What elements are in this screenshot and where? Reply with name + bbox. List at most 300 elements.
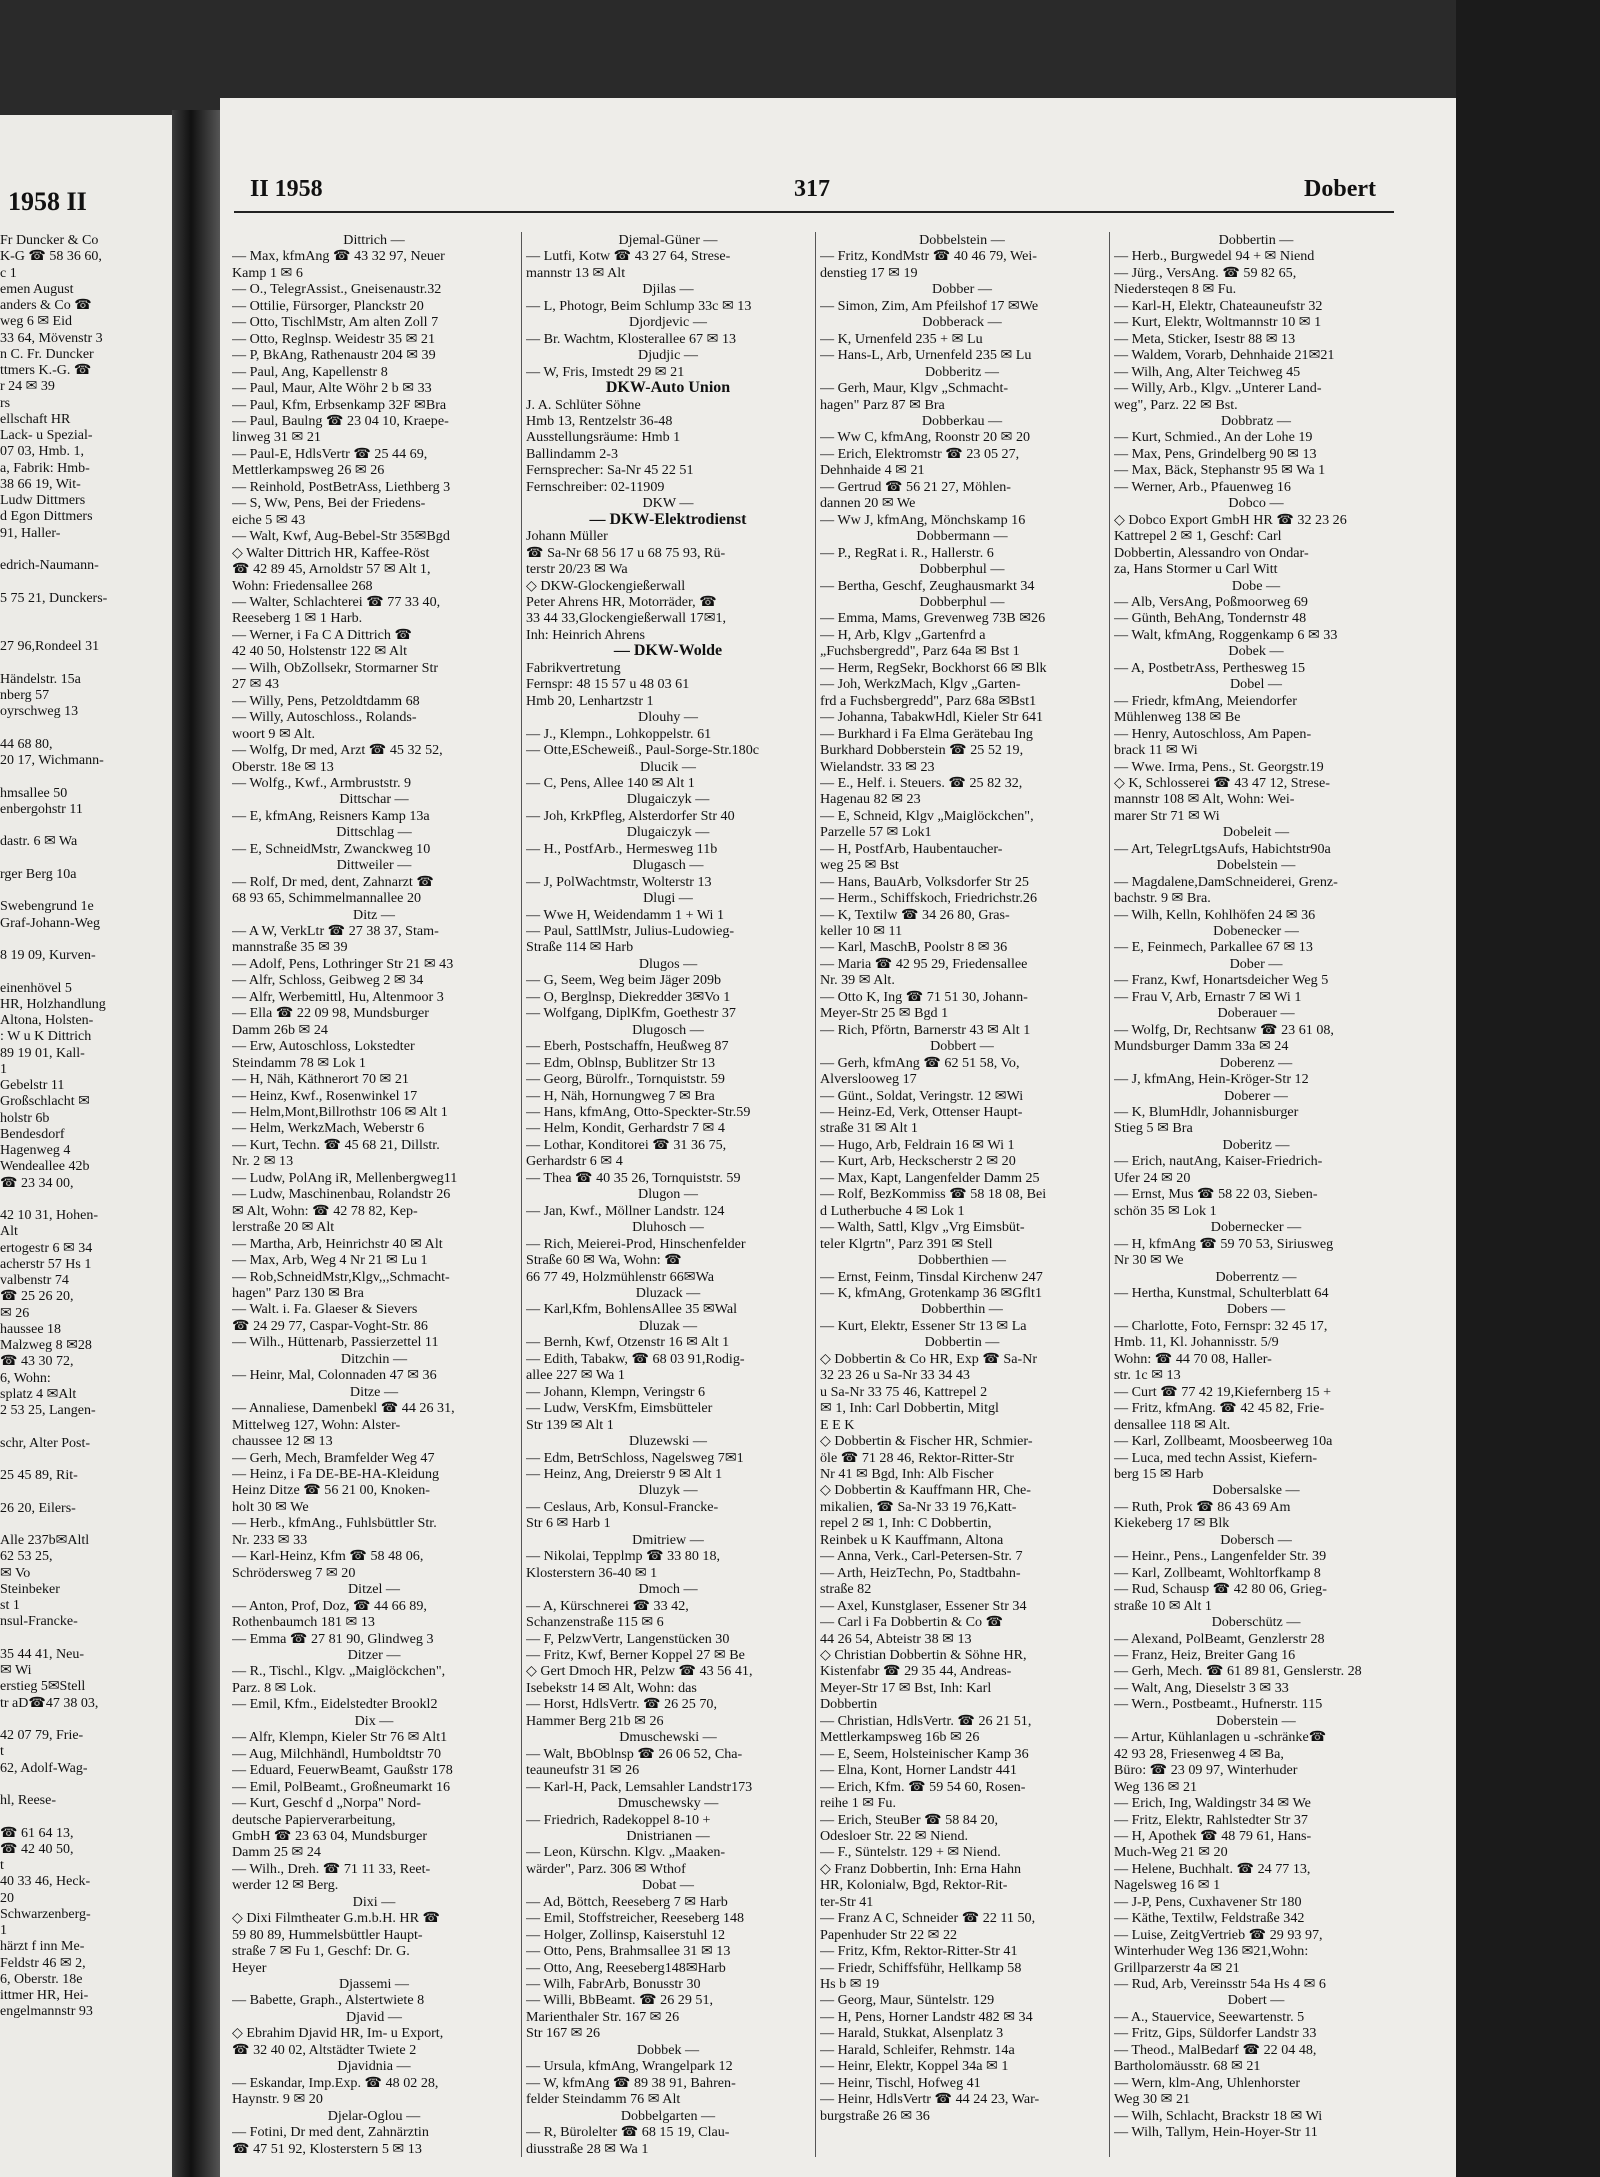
directory-entry-line: Heyer: [232, 1959, 267, 1976]
directory-entry-line: Dlugaiczyk —: [626, 824, 710, 841]
directory-entry-line: Oberstr. 18e ✉ 13: [232, 758, 334, 775]
directory-entry-line: DKW —: [642, 495, 694, 512]
previous-page-line: dastr. 6 ✉ Wa: [0, 834, 78, 850]
directory-entry-line: — F., Süntelstr. 129 + ✉ Niend.: [820, 1844, 1001, 1861]
directory-entry-line: — Ursula, kfmAng, Wrangelpark 12: [526, 2058, 733, 2075]
previous-page-line: haussee 18: [0, 1321, 62, 1337]
directory-entry-line: ◇ Christian Dobbertin & Söhne HR,: [820, 1646, 1027, 1663]
directory-entry-line: Dobbermann —: [916, 528, 1008, 545]
directory-entry-line: Dobat —: [641, 1877, 695, 1894]
previous-page-line: [0, 656, 172, 672]
directory-entry-line: — Heinz, Ang, Dreierstr 9 ✉ Alt 1: [526, 1465, 723, 1482]
directory-entry-line: — Erw, Autoschloss, Lokstedter: [232, 1038, 415, 1055]
previous-page-line: n C. Fr. Duncker: [0, 346, 94, 362]
directory-entry-line: berg 15 ✉ Harb: [1114, 1465, 1204, 1482]
column-divider: [815, 232, 816, 2157]
directory-entry-line: — Lothar, Konditorei ☎ 31 36 75,: [526, 1136, 727, 1153]
directory-entry-line: — Ottilie, Fürsorger, Planckstr 20: [232, 297, 424, 314]
directory-entry-line: eiche 5 ✉ 43: [232, 511, 306, 528]
directory-entry-line: — E, Feinmech, Parkallee 67 ✉ 13: [1114, 939, 1313, 956]
directory-entry-line: Heinz Ditze ☎ 56 21 00, Knoken-: [232, 1482, 430, 1499]
directory-entry-line: mannstr 13 ✉ Alt: [526, 264, 626, 281]
directory-entry-line: — Artur, Kühlanlagen u -schränke☎: [1114, 1729, 1327, 1746]
previous-page-line: ✉ Vo: [0, 1565, 31, 1581]
directory-entry-line: — J., Klempn., Lohkoppelstr. 61: [526, 725, 712, 742]
directory-entry-line: — Reinhold, PostBetrAss, Liethberg 3: [232, 478, 451, 495]
directory-entry-line: Mettlerkampsweg 16b ✉ 26: [820, 1729, 980, 1746]
previous-page-line: nberg 57: [0, 688, 50, 703]
directory-entry-line: — Heinr, Elektr, Koppel 34a ✉ 1: [820, 2058, 1009, 2075]
directory-entry-line: Dobberack —: [922, 314, 1002, 331]
directory-entry-line: — Walt. i. Fa. Glaeser & Sievers: [232, 1301, 418, 1318]
directory-entry-line: — Heinr., Pens., Langenfelder Str. 39: [1114, 1548, 1327, 1565]
directory-entry-line: — Bertha, Geschf, Zeughausmarkt 34: [820, 577, 1035, 594]
previous-page-line: st 1: [0, 1598, 20, 1613]
previous-page-line: Alt: [0, 1224, 18, 1240]
directory-entry-line: Ufer 24 ✉ 20: [1114, 1169, 1191, 1186]
directory-entry-line: Haynstr. 9 ✉ 20: [232, 2091, 323, 2108]
directory-entry-line: Mittelweg 127, Wohn: Alster-: [232, 1416, 401, 1433]
directory-page: [220, 98, 1456, 2177]
previous-page-line: Graf-Johann-Weg: [0, 915, 100, 931]
directory-entry-line: Hmb. 11, Kl. Johannisstr. 5/9: [1114, 1334, 1279, 1351]
directory-entry-line: „Fuchsbergredd", Parz 64a ✉ Bst 1: [820, 643, 1020, 660]
previous-page-line: 35 44 41, Neu-: [0, 1646, 84, 1662]
directory-entry-line: — Curt ☎ 77 42 19,Kiefernberg 15 +: [1114, 1383, 1332, 1400]
directory-entry-line: — Kurt, Arb, Heckscherstr 2 ✉ 20: [820, 1153, 1016, 1170]
directory-entry-line: — Walt, BbOblnsp ☎ 26 06 52, Cha-: [526, 1745, 743, 1762]
directory-entry-line: Str 6 ✉ Harb 1: [526, 1515, 611, 1532]
directory-entry-line: Mühlenweg 138 ✉ Be: [1114, 709, 1241, 726]
directory-entry-line: — Joh, WerkzMach, Klgv „Garten-: [820, 676, 1021, 693]
directory-entry-line: Wohn: Friedensallee 268: [232, 577, 373, 594]
directory-entry-line: — Magdalene,DamSchneiderei, Grenz-: [1114, 873, 1338, 890]
directory-entry-line: Dobbelgarten —: [620, 2107, 716, 2124]
previous-page-line: HR, Holzhandlung: [0, 996, 106, 1012]
previous-page-line: [0, 607, 172, 623]
directory-entry-line: Dobbertin: [820, 1696, 878, 1713]
directory-entry-line: Weg 136 ✉ 21: [1114, 1778, 1198, 1795]
directory-entry-line: Dobbertin, Alessandro von Ondar-: [1114, 544, 1309, 561]
directory-entry-line: dannen 20 ✉ We: [820, 495, 916, 512]
previous-page-line: ☎ 43 30 72,: [0, 1354, 74, 1370]
directory-entry-line: — Hans, kfmAng, Otto-Speckter-Str.59: [526, 1104, 751, 1121]
directory-entry-line: Dobbertin —: [924, 1334, 1000, 1351]
directory-entry-line: Doberauer —: [1217, 1005, 1295, 1022]
directory-entry-line: mannstraße 35 ✉ 39: [232, 939, 348, 956]
directory-entry-line: — Max, Bäck, Stephanstr 95 ✉ Wa 1: [1114, 462, 1326, 479]
directory-entry-line: — Br. Wachtm, Klosterallee 67 ✉ 13: [526, 330, 737, 347]
previous-page-line: 38 66 19, Wit-: [0, 476, 81, 492]
directory-entry-line: — Kurt, Geschf d „Norpa" Nord-: [232, 1795, 421, 1812]
directory-entry-line: — Willy, Arb., Klgv. „Unterer Land-: [1114, 380, 1322, 397]
directory-entry-line: — Wolfg, Dr med, Arzt ☎ 45 32 52,: [232, 742, 443, 759]
previous-page-line: ✉ 26: [0, 1305, 30, 1321]
directory-entry-line: — Emil, PolBeamt., Großneumarkt 16: [232, 1778, 451, 1795]
previous-page-line: valbenstr 74: [0, 1273, 69, 1288]
directory-entry-line: — Anton, Prof, Doz, ☎ 44 66 89,: [232, 1597, 427, 1614]
directory-entry-line: Kattrepel 2 ✉ 1, Geschf: Carl: [1114, 528, 1282, 545]
directory-entry-line: — Friedr, kfmAng, Meiendorfer: [1114, 692, 1297, 709]
directory-entry-line: — Emma, Mams, Grevenweg 73B ✉26: [820, 610, 1046, 627]
previous-page-line: [0, 542, 172, 558]
directory-entry-line: Rothenbaumch 181 ✉ 13: [232, 1614, 375, 1631]
directory-entry-line: — Fritz, kfmAng. ☎ 42 45 82, Frie-: [1114, 1400, 1325, 1417]
directory-entry-line: Reinbek u K Kauffmann, Altona: [820, 1531, 1004, 1548]
previous-page-line: engelmannstr 93: [0, 2004, 93, 2020]
directory-entry-line: Doberstein —: [1216, 1712, 1296, 1729]
previous-page-line: anders & Co ☎: [0, 298, 92, 313]
directory-entry-line: Dobbek —: [636, 2041, 700, 2058]
directory-entry-line: — E., Helf. i. Steuers. ☎ 25 82 32,: [820, 774, 1023, 791]
directory-entry-line: — E, Seem, Holsteinischer Kamp 36: [820, 1745, 1029, 1762]
directory-entry-line: — Gerh, Maur, Klgv „Schmacht-: [820, 380, 1009, 397]
directory-entry-line: Dlucik —: [640, 758, 696, 775]
previous-page-line: 6, Oberstr. 18e: [0, 1971, 83, 1987]
directory-entry-line: Straße 60 ✉ Wa, Wohn: ☎: [526, 1252, 682, 1269]
directory-entry-line: — G, Seem, Weg beim Jäger 209b: [526, 972, 722, 989]
directory-entry-line: — Jan, Kwf., Möllner Landstr. 124: [526, 1202, 725, 1219]
directory-entry-line: — H, kfmAng ☎ 59 70 53, Siriusweg: [1114, 1235, 1334, 1252]
directory-entry-line: — Käthe, Textilw, Feldstraße 342: [1114, 1910, 1305, 1927]
directory-entry-line: — Fritz, Kfm, Rektor-Ritter-Str 41: [820, 1943, 1018, 1960]
directory-entry-line: Steindamm 78 ✉ Lok 1: [232, 1054, 366, 1071]
directory-entry-line: diusstraße 28 ✉ Wa 1: [526, 2140, 649, 2157]
directory-entry-line: Dobersalske —: [1212, 1482, 1300, 1499]
directory-entry-line: Dluzyk —: [638, 1482, 698, 1499]
directory-entry-line: chaussee 12 ✉ 13: [232, 1433, 333, 1450]
directory-entry-line: ◇ Dobbertin & Fischer HR, Schmier-: [820, 1433, 1033, 1450]
directory-entry-line: — Otto, TischlMstr, Am alten Zoll 7: [232, 314, 439, 331]
previous-page-line: ☎ 42 40 50,: [0, 1841, 74, 1857]
directory-entry-line: Kistenfabr ☎ 29 35 44, Andreas-: [820, 1663, 1012, 1680]
directory-entry-line: terstr 20/23 ✉ Wa: [526, 561, 628, 578]
directory-entry-line: — Jürg., VersAng. ☎ 59 82 65,: [1114, 264, 1297, 281]
directory-entry-line: — Charlotte, Foto, Fernspr: 32 45 17,: [1114, 1317, 1328, 1334]
directory-entry-line: öle ☎ 71 28 46, Rektor-Ritter-Str: [820, 1449, 1014, 1466]
previous-page-line: einenhövel 5: [0, 980, 72, 996]
directory-entry-line: — Paul, Maur, Alte Wöhr 2 b ✉ 33: [232, 380, 432, 397]
previous-page-line: [0, 883, 172, 899]
directory-entry-line: ◇ Franz Dobbertin, Inh: Erna Hahn: [820, 1860, 1022, 1877]
directory-entry-line: Dixi —: [352, 1893, 396, 1910]
previous-page-line: Alle 237b✉Altl: [0, 1533, 90, 1548]
directory-entry-line: — K, kfmAng, Grotenkamp 36 ✉Gflt1: [820, 1285, 1043, 1301]
directory-entry-line: — Adolf, Pens, Lothringer Str 21 ✉ 43: [232, 955, 454, 972]
directory-entry-line: — R., Tischl., Klgv. „Maiglöckchen",: [232, 1663, 446, 1680]
previous-page-line: 62, Adolf-Wag-: [0, 1760, 88, 1776]
previous-page-line: 89 19 01, Kall-: [0, 1045, 85, 1061]
directory-entry-line: — Holger, Zollinsp, Kaiserstuhl 12: [526, 1926, 726, 1943]
directory-entry-line: Fabrikvertretung: [526, 659, 621, 676]
directory-entry-line: Alverslooweg 17: [820, 1071, 917, 1088]
directory-entry-line: 44 26 54, Abteistr 38 ✉ 13: [820, 1630, 972, 1647]
previous-page-line: 42 10 31, Hohen-: [0, 1208, 98, 1223]
directory-entry-line: Bartholomäusstr. 68 ✉ 21: [1114, 2058, 1261, 2075]
directory-entry-line: Dlugaiczyk —: [626, 791, 710, 808]
directory-entry-line: Dnistrianen —: [626, 1827, 710, 1844]
directory-entry-line: frd a Fuchsbergredd", Parz 68a ✉Bst1: [820, 692, 1037, 709]
directory-entry-line: — Christian, HdlsVertr. ☎ 26 21 51,: [820, 1712, 1032, 1729]
directory-entry-line: Papenhuder Str 22 ✉ 22: [820, 1926, 958, 1943]
directory-entry-line: Büro: ☎ 23 09 97, Winterhuder: [1114, 1762, 1298, 1779]
directory-entry-line: — Hertha, Kunstmal, Schulterblatt 64: [1114, 1285, 1329, 1301]
directory-entry-line: — P., RegRat i. R., Hallerstr. 6: [820, 544, 994, 561]
directory-entry-line: reihe 1 ✉ Fu.: [820, 1795, 897, 1812]
directory-entry-line: — Heinr, Mal, Colonnaden 47 ✉ 36: [232, 1367, 437, 1384]
directory-entry-line: — Willy, Autoschloss., Rolands-: [232, 709, 417, 726]
directory-entry-line: — Emma ☎ 27 81 90, Glindweg 3: [232, 1630, 434, 1647]
directory-entry-line: Dittweiler —: [336, 857, 412, 874]
directory-entry-line: Hmb 13, Rentzelstr 36-48: [526, 412, 673, 429]
directory-entry-line: — Aug, Milchhändl, Humboldtstr 70: [232, 1745, 442, 1762]
directory-entry-line: — Karl-H, Elektr, Chateauneufstr 32: [1114, 297, 1323, 314]
directory-entry-line: — Franz, Heiz, Breiter Gang 16: [1114, 1646, 1296, 1663]
directory-entry-line: — Max, Kapt, Langenfelder Damm 25: [820, 1169, 1040, 1186]
directory-entry-line: ☎ 42 89 45, Arnoldstr 57 ✉ Alt 1,: [232, 561, 431, 578]
directory-entry-line: Doberenz —: [1219, 1054, 1293, 1071]
directory-entry-line: teler Klgrtn", Parz 391 ✉ Stell: [820, 1235, 993, 1252]
directory-entry-line: — Alfr, Werbemittl, Hu, Altenmoor 3: [232, 988, 444, 1005]
previous-page-line: hmsallee 50: [0, 785, 68, 801]
directory-entry-line: Ditzchin —: [340, 1350, 408, 1367]
directory-entry-line: — Heinz, i Fa DE-BE-HA-Kleidung: [232, 1465, 440, 1482]
directory-entry-line: Dlugos —: [638, 955, 698, 972]
directory-entry-line: — Lutfi, Kotw ☎ 43 27 64, Strese-: [526, 248, 731, 265]
directory-entry-line: — Fritz, Elektr, Rahlstedter Str 37: [1114, 1811, 1308, 1828]
directory-entry-line: ◇ Dixi Filmtheater G.m.b.H. HR ☎: [232, 1910, 441, 1927]
directory-entry-line: u Sa-Nr 33 75 46, Kattrepel 2: [820, 1383, 988, 1400]
directory-entry-line: — Ludw, PolAng iR, Mellenbergweg11: [232, 1169, 458, 1186]
previous-page-line: [0, 1631, 172, 1647]
directory-entry-line: — H, Näh, Hornungweg 7 ✉ Bra: [526, 1087, 715, 1104]
previous-page-line: ertogestr 6 ✉ 34: [0, 1240, 93, 1256]
directory-entry-line: bachstr. 9 ✉ Bra.: [1114, 890, 1211, 907]
directory-entry-line: Doberschütz —: [1211, 1614, 1301, 1631]
directory-entry-line: Ditzer —: [347, 1646, 401, 1663]
directory-entry-line: werder 12 ✉ Berg.: [232, 1877, 339, 1894]
directory-entry-line: Dobers —: [1226, 1301, 1286, 1318]
directory-entry-line: Ballindamm 2-3: [526, 445, 618, 462]
directory-entry-line: Dmitriew —: [632, 1531, 704, 1548]
directory-entry-line: — W, Fris, Imstedt 29 ✉ 21: [526, 363, 685, 380]
directory-entry-line: — Kurt, Elektr, Essener Str 13 ✉ La: [820, 1317, 1027, 1334]
directory-entry-line: — Bernh, Kwf, Otzenstr 16 ✉ Alt 1: [526, 1334, 730, 1351]
directory-entry-line: — Max, Pens, Grindelberg 90 ✉ 13: [1114, 445, 1317, 462]
directory-entry-line: d Lutherbuche 4 ✉ Lok 1: [820, 1202, 965, 1219]
column-divider: [521, 232, 522, 2157]
directory-entry-line: ter-Str 41: [820, 1893, 874, 1910]
directory-entry-line: — Ceslaus, Arb, Konsul-Francke-: [526, 1498, 719, 1515]
directory-entry-line: ☎ 32 40 02, Altstädter Twiete 2: [232, 2041, 417, 2058]
directory-entry-line: — Helene, Buchhalt. ☎ 24 77 13,: [1114, 1860, 1311, 1877]
directory-entry-line: — Wilh, Kelln, Kohlhöfen 24 ✉ 36: [1114, 906, 1316, 923]
directory-entry-line: ☎ 24 29 77, Caspar-Voght-Str. 86: [232, 1317, 428, 1334]
directory-entry-line: — Walt, Ang, Dieselstr 3 ✉ 33: [1114, 1679, 1289, 1696]
directory-entry-line: — J-P, Pens, Cuxhavener Str 180: [1114, 1893, 1302, 1910]
directory-entry-line: straße 10 ✉ Alt 1: [1114, 1597, 1212, 1614]
directory-entry-line: Burkhard Dobberstein ☎ 25 52 19,: [820, 742, 1024, 759]
previous-page-line: [0, 1809, 172, 1825]
directory-entry-line: — Walter, Schlachterei ☎ 77 33 40,: [232, 593, 441, 610]
previous-page-line: weg 6 ✉ Eid: [0, 314, 72, 330]
directory-entry-line: — Wern, klm-Ang, Uhlenhorster: [1114, 2074, 1301, 2091]
directory-entry-line: Dmoch —: [638, 1581, 698, 1598]
directory-entry-line: — Ernst, Feinm, Tinsdal Kirchenw 247: [820, 1268, 1043, 1285]
directory-entry-line: 27 ✉ 43: [232, 676, 280, 693]
previous-page-line: Wendeallee 42b: [0, 1159, 90, 1175]
directory-entry-line: — Walt, Kwf, Aug-Bebel-Str 35✉Bgd: [232, 528, 450, 545]
directory-entry-line: Dluzack —: [635, 1285, 701, 1301]
directory-entry-line: — Horst, HdlsVertr. ☎ 26 25 70,: [526, 1696, 717, 1713]
directory-entry-line: keller 10 ✉ 11: [820, 923, 903, 940]
directory-entry-line: — Gertrud ☎ 56 21 27, Möhlen-: [820, 478, 1011, 495]
directory-entry-line: — Friedrich, Radekoppel 8-10 +: [526, 1811, 711, 1828]
directory-entry-line: ◇ Dobco Export GmbH HR ☎ 32 23 26: [1114, 511, 1347, 528]
directory-entry-line: — Ella ☎ 22 09 98, Mundsburger: [232, 1005, 429, 1022]
previous-page-line: [0, 769, 172, 785]
previous-page-line: ✉ Wi: [0, 1663, 32, 1678]
previous-page-line: Ludw Dittmers: [0, 493, 86, 508]
directory-entry-line: — Wilh, Tallym, Hein-Hoyer-Str 11: [1114, 2124, 1318, 2141]
directory-entry-line: Dobenecker —: [1213, 923, 1299, 940]
directory-entry-line: — Rich, Meierei-Prod, Hinschenfelder: [526, 1235, 746, 1252]
directory-entry-line: Dobel —: [1229, 676, 1283, 693]
previous-page-line: [0, 623, 172, 639]
directory-entry-line: Dix —: [354, 1712, 394, 1729]
directory-entry-line: — E, SchneidMstr, Zwanckweg 10: [232, 840, 431, 857]
directory-entry-line: — Johanna, TabakwHdl, Kieler Str 641: [820, 709, 1044, 726]
previous-page-line: 2 53 25, Langen-: [0, 1403, 96, 1418]
directory-entry-line: hagen" Parz 87 ✉ Bra: [820, 396, 945, 413]
directory-entry-line: str. 1c ✉ 13: [1114, 1367, 1181, 1384]
directory-entry-line: HR, Kolonialw, Bgd, Rektor-Rit-: [820, 1877, 1008, 1894]
previous-page-line: 07 03, Hmb. 1,: [0, 444, 84, 460]
directory-entry-line: — Karl-Heinz, Kfm ☎ 58 48 06,: [232, 1548, 424, 1565]
directory-entry-line: — Paul, Kfm, Erbsenkamp 32F ✉Bra: [232, 396, 447, 413]
scan-background: [1456, 0, 1600, 2177]
directory-entry-line: — Heinz, Kwf., Rosenwinkel 17: [232, 1087, 418, 1104]
directory-entry-line: — H., PostfArb., Hermesweg 11b: [526, 840, 718, 857]
directory-entry-line: Ausstellungsräume: Hmb 1: [526, 429, 681, 446]
directory-entry-line: — P, BkAng, Rathenaustr 204 ✉ 39: [232, 347, 436, 364]
directory-entry-line: straße 7 ✉ Fu 1, Geschf: Dr. G.: [232, 1943, 410, 1960]
directory-entry-line: — Paul, Ang, Kapellenstr 8: [232, 363, 388, 380]
column-4: [1114, 232, 1398, 2157]
directory-entry-line: Djavidnia —: [337, 2058, 411, 2075]
directory-entry-line: Djordjevic —: [629, 314, 707, 331]
directory-entry-line: — Erich, SteuBer ☎ 58 84 20,: [820, 1811, 999, 1828]
previous-page-line: tr aD☎47 38 03,: [0, 1695, 99, 1711]
previous-page-line: [0, 932, 172, 948]
previous-page-line: Fr Duncker & Co: [0, 233, 99, 248]
directory-entry-line: ☎ Sa-Nr 68 56 17 u 68 75 93, Rü-: [526, 544, 726, 561]
directory-entry-line: Fernschreiber: 02-11909: [526, 478, 665, 495]
directory-entry-line: — Franz A C, Schneider ☎ 22 11 50,: [820, 1910, 1036, 1927]
directory-entry-line: — Fritz, KondMstr ☎ 40 46 79, Wei-: [820, 248, 1037, 265]
column-2: [526, 232, 810, 2157]
previous-page-line: 1: [0, 1923, 7, 1938]
directory-entry-line: Nr. 39 ✉ Alt.: [820, 972, 895, 989]
directory-entry-line: Doberitz —: [1222, 1136, 1290, 1153]
previous-page-line: [0, 1517, 172, 1533]
previous-page-line: nsul-Francke-: [0, 1614, 78, 1630]
directory-entry-line: — Kurt, Elektr, Woltmannstr 10 ✉ 1: [1114, 314, 1322, 331]
previous-page-line: 26 20, Eilers-: [0, 1500, 76, 1516]
directory-entry-line: — Leon, Kürschn. Klgv. „Maaken-: [526, 1844, 726, 1861]
previous-page-line: [0, 1777, 172, 1793]
directory-entry-line: — E, Schneid, Klgv „Maiglöckchen",: [820, 807, 1034, 824]
book-gutter: [172, 110, 220, 2177]
previous-page-line: ☎ 23 34 00,: [0, 1175, 74, 1191]
directory-entry-line: Dittschar —: [339, 791, 409, 808]
directory-entry-line: ✉ Alt, Wohn: ☎ 42 78 82, Kep-: [232, 1202, 418, 1219]
directory-entry-line: — Erich, Elektromstr ☎ 23 05 27,: [820, 445, 1020, 462]
directory-entry-line: — Edm, BetrSchloss, Nagelsweg 7✉1: [526, 1449, 744, 1466]
previous-page-line: [0, 1452, 172, 1468]
directory-entry-line: Damm 25 ✉ 24: [232, 1844, 321, 1861]
previous-page-line: t: [0, 1744, 4, 1760]
directory-entry-line: — Rich, Pförtn, Barnerstr 43 ✉ Alt 1: [820, 1021, 1031, 1038]
directory-entry-line: schön 35 ✉ Lok 1: [1114, 1202, 1217, 1219]
directory-entry-line: woort 9 ✉ Alt.: [232, 725, 316, 742]
previous-page-line: [0, 1419, 172, 1435]
previous-page-line: 91, Haller-: [0, 525, 61, 541]
previous-page-line: erstieg 5✉Stell: [0, 1679, 86, 1695]
directory-entry-line: Damm 26b ✉ 24: [232, 1021, 328, 1038]
previous-page-line: 8 19 09, Kurven-: [0, 948, 96, 963]
directory-entry-line: — Günth, BehAng, Tondernstr 48: [1114, 610, 1307, 627]
directory-entry-line: wärder", Parz. 306 ✉ Wthof: [526, 1860, 686, 1877]
previous-page-line: [0, 1192, 172, 1208]
directory-entry-line: Inh: Heinrich Ahrens: [526, 626, 645, 643]
directory-entry-line: Isebekstr 14 ✉ Alt, Wohn: das: [526, 1679, 697, 1696]
directory-entry-line: lerstraße 20 ✉ Alt: [232, 1219, 335, 1236]
directory-entry-line: — Art, TelegrLtgsAufs, Habichtstr90a: [1114, 840, 1331, 857]
directory-entry-line: — Anna, Verk., Carl-Petersen-Str. 7: [820, 1548, 1023, 1565]
previous-page-line: 62 53 25,: [0, 1549, 53, 1565]
directory-entry-line: Doberer —: [1224, 1087, 1288, 1104]
directory-entry-line: Wohn: ☎ 44 70 08, Haller-: [1114, 1350, 1272, 1367]
directory-entry-line: — Alb, VersAng, Poßmoorweg 69: [1114, 593, 1308, 610]
directory-entry-line: Dobbertin —: [1218, 232, 1294, 248]
previous-page-line: Feldstr 46 ✉ 2,: [0, 1955, 86, 1971]
directory-entry-line: — Axel, Kunstglaser, Essener Str 34: [820, 1597, 1027, 1614]
directory-entry-line: — Kurt, Techn. ☎ 45 68 21, Dillstr.: [232, 1136, 440, 1153]
directory-entry-line: — Otto K, Ing ☎ 71 51 30, Johann-: [820, 988, 1028, 1005]
previous-page-line: acherstr 57 Hs 1: [0, 1256, 92, 1272]
previous-page-line: schr, Alter Post-: [0, 1435, 91, 1451]
previous-page-line: 25 45 89, Rit-: [0, 1468, 78, 1483]
directory-entry-line: — A W, VerkLtr ☎ 27 38 37, Stam-: [232, 923, 439, 940]
directory-entry-line: — Eduard, FeuerwBeamt, Gaußstr 178: [232, 1762, 453, 1779]
previous-page-line: 20 17, Wichmann-: [0, 753, 104, 768]
previous-page-line: rger Berg 10a: [0, 866, 77, 882]
directory-entry-line: — Fritz, Gips, Süldorfer Landstr 33: [1114, 2025, 1317, 2042]
directory-entry-line: — Paul-E, HdlsVertr ☎ 25 44 69,: [232, 445, 428, 462]
directory-entry-line: Dlugi —: [643, 890, 693, 907]
directory-entry-line: — Edm, Oblnsp, Bublitzer Str 13: [526, 1054, 716, 1071]
directory-entry-line: — Heinr, HdlsVertr ☎ 44 24 23, War-: [820, 2091, 1040, 2108]
previous-page-line: Schwarzenberg-: [0, 1906, 91, 1922]
directory-entry-line: — Elna, Kont, Horner Landstr 441: [820, 1762, 1017, 1779]
directory-entry-line: 59 80 89, Hummelsbüttler Haupt-: [232, 1926, 423, 1943]
directory-entry-line: Dobberitz —: [925, 363, 999, 380]
directory-entry-line: — Karl-H, Pack, Lemsahler Landstr173: [526, 1778, 753, 1795]
directory-entry-line: Djemal-Güner —: [618, 232, 718, 248]
directory-entry-line: Schrödersweg 7 ✉ 20: [232, 1564, 356, 1581]
directory-entry-line: — Meta, Sticker, Isestr 88 ✉ 13: [1114, 330, 1296, 347]
